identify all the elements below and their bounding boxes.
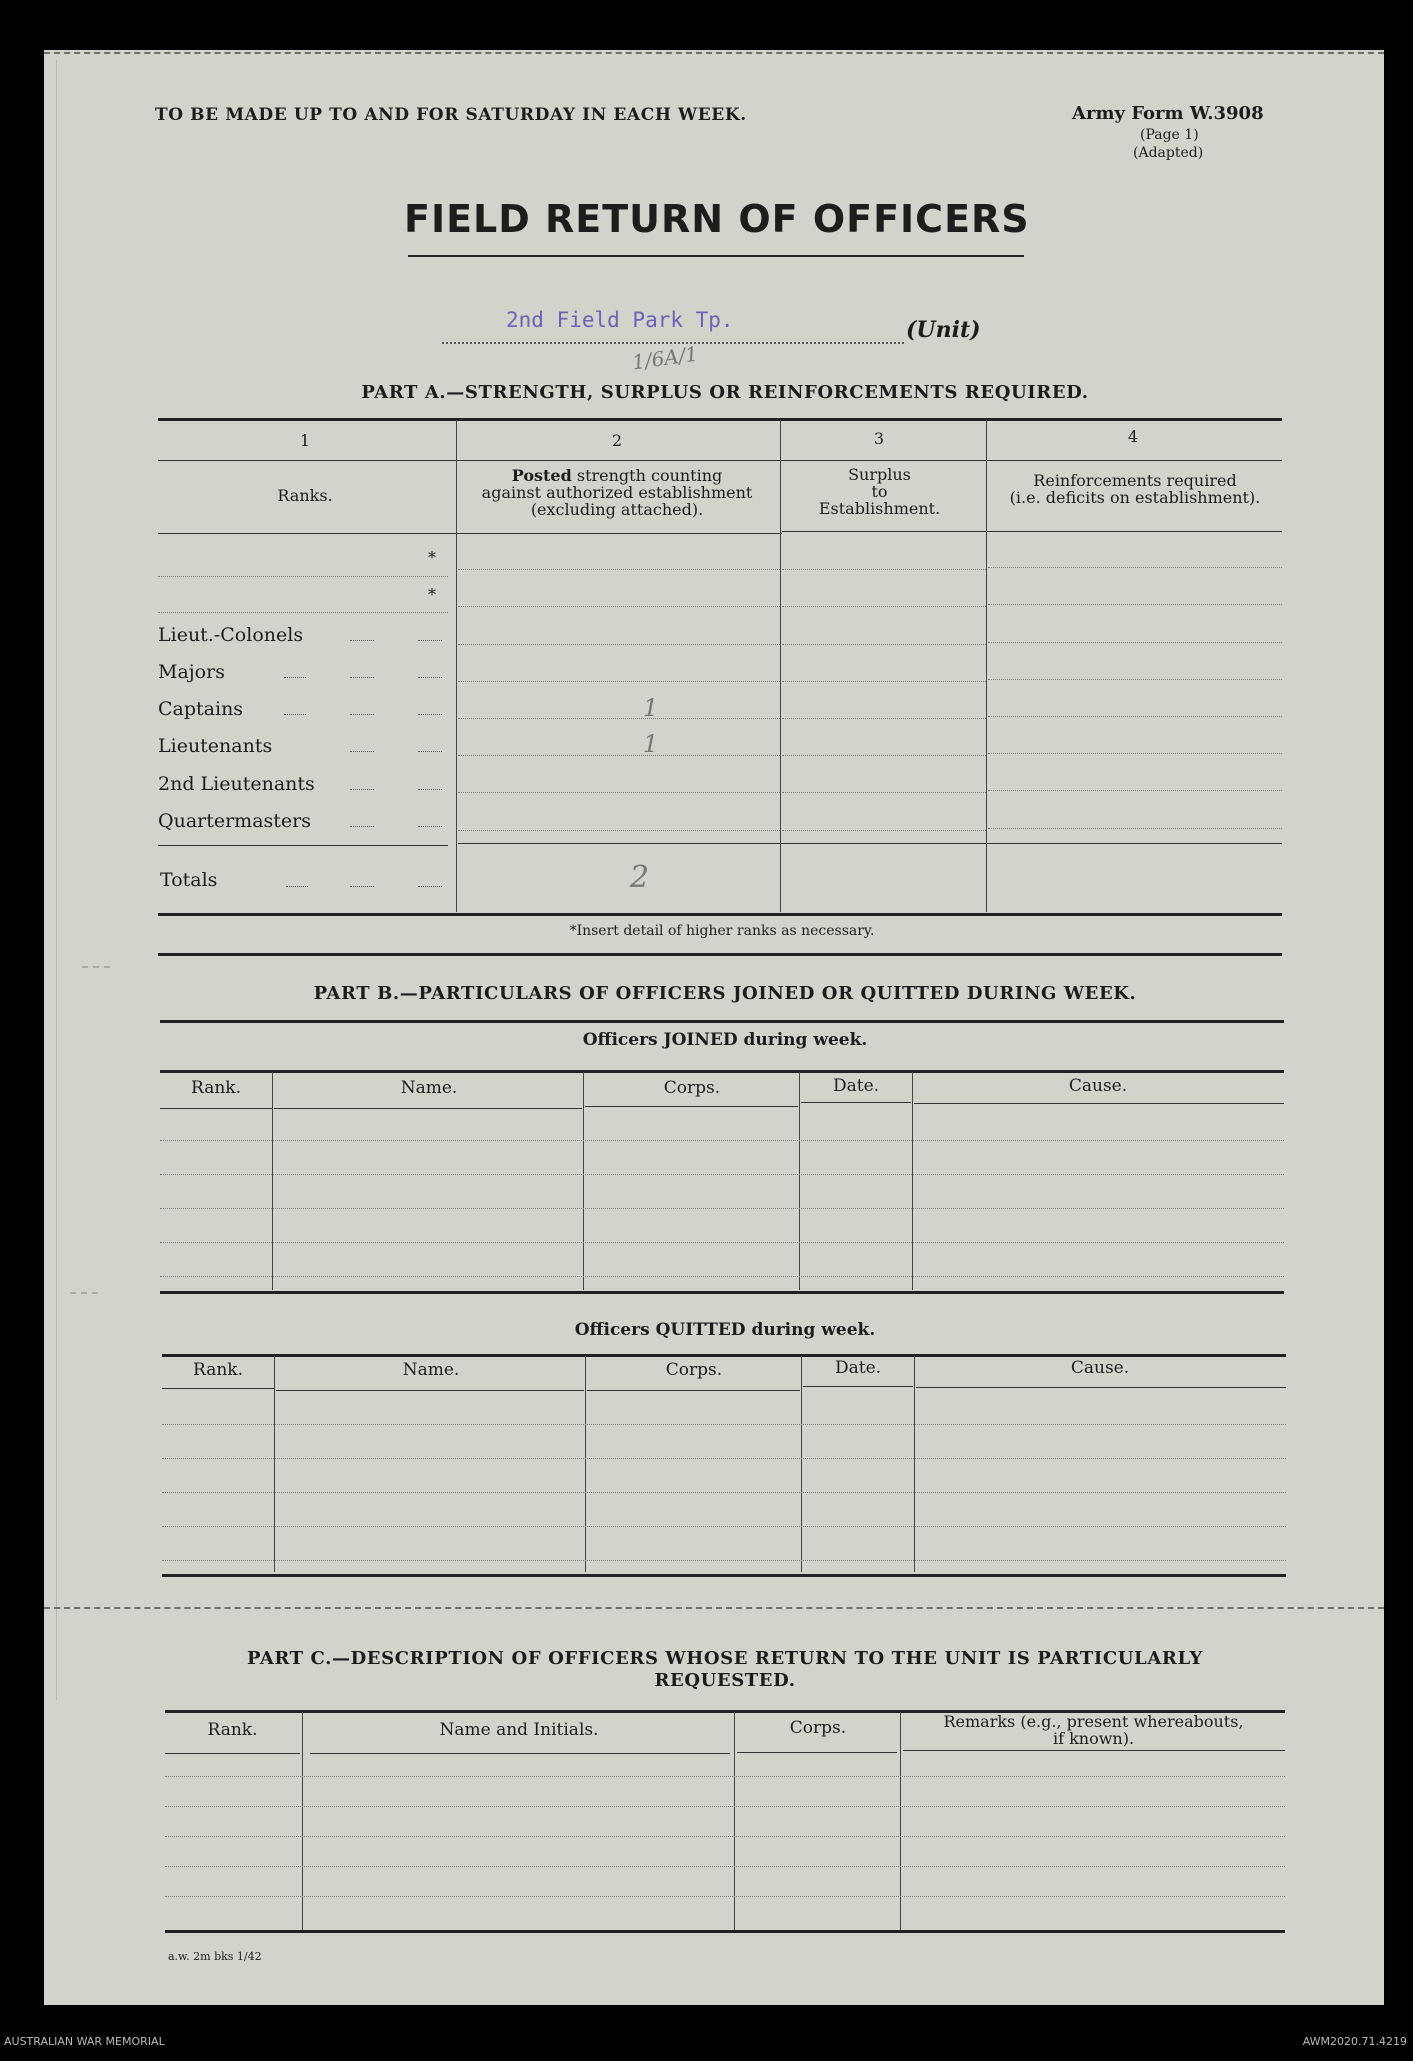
part-c-header-rule bbox=[737, 1752, 897, 1753]
row-line bbox=[782, 569, 986, 570]
joined-divider-3 bbox=[799, 1072, 800, 1290]
reinf-line1: Reinforcements required bbox=[1033, 471, 1237, 490]
row-line bbox=[458, 755, 780, 756]
row-line bbox=[458, 569, 780, 570]
part-c-col-corps: Corps. bbox=[789, 1718, 847, 1738]
row-line bbox=[782, 718, 986, 719]
posted-line3: (excluding attached). bbox=[530, 500, 704, 519]
quitted-table-top bbox=[162, 1354, 1286, 1357]
row-line bbox=[988, 642, 1282, 643]
edge-mark bbox=[82, 966, 110, 968]
leader-dots bbox=[350, 714, 374, 715]
surplus-line2: to bbox=[871, 482, 888, 501]
remarks-line1: Remarks (e.g., present whereabouts, bbox=[943, 1712, 1244, 1731]
part-c-row-line bbox=[165, 1776, 1285, 1777]
row-line bbox=[458, 792, 780, 793]
leader-dots bbox=[350, 789, 374, 790]
row-line bbox=[782, 681, 986, 682]
joined-header-rule bbox=[160, 1108, 272, 1109]
joined-col-name: Name. bbox=[400, 1078, 458, 1098]
quitted-title-key: QUITTED bbox=[655, 1320, 746, 1340]
instruction-text: TO BE MADE UP TO AND FOR SATURDAY IN EACH WEEK. bbox=[155, 105, 747, 125]
part-c-header-rule bbox=[310, 1753, 730, 1754]
leader-dots bbox=[350, 886, 374, 887]
row-line bbox=[988, 753, 1282, 754]
part-a-top-rule bbox=[158, 418, 1282, 421]
posted-bold: Posted bbox=[511, 466, 572, 485]
quitted-header-rule bbox=[803, 1386, 913, 1387]
part-c-divider-3 bbox=[900, 1712, 901, 1930]
row-line bbox=[782, 792, 986, 793]
joined-header-rule bbox=[585, 1106, 798, 1107]
part-c-heading-line2: REQUESTED. bbox=[654, 1670, 796, 1691]
row-line bbox=[782, 644, 986, 645]
joined-row-line bbox=[160, 1174, 1284, 1175]
row-line bbox=[458, 830, 780, 831]
unit-label: (Unit) bbox=[906, 317, 981, 343]
quitted-col-corps: Corps. bbox=[665, 1360, 723, 1380]
part-a-footnote: *Insert detail of higher ranks as necessary. bbox=[569, 923, 875, 939]
joined-divider-4 bbox=[912, 1072, 913, 1290]
row-line bbox=[988, 828, 1282, 829]
part-c-col-rank: Rank. bbox=[207, 1720, 258, 1740]
joined-table-bottom bbox=[160, 1291, 1284, 1294]
leader-dots bbox=[350, 677, 374, 678]
quitted-col-cause: Cause. bbox=[1070, 1358, 1130, 1378]
middle-perforation bbox=[44, 1607, 1384, 1609]
posted-rest: strength counting bbox=[571, 466, 723, 485]
header-rule-left bbox=[158, 533, 782, 534]
quitted-divider-2 bbox=[585, 1356, 586, 1572]
rank-lieutenants: Lieutenants bbox=[158, 735, 273, 757]
archive-credit: AUSTRALIAN WAR MEMORIAL bbox=[4, 2035, 165, 2048]
part-c-divider-2 bbox=[734, 1712, 735, 1930]
totals-posted: 2 bbox=[630, 860, 650, 895]
joined-row-line bbox=[160, 1140, 1284, 1141]
row-line bbox=[988, 679, 1282, 680]
quitted-row-line bbox=[162, 1560, 1286, 1561]
edge-mark bbox=[70, 1292, 98, 1294]
row-line bbox=[782, 755, 986, 756]
adapted-label: (Adapted) bbox=[1133, 145, 1204, 161]
joined-table-top bbox=[160, 1070, 1284, 1073]
part-a-divider-3 bbox=[986, 420, 987, 912]
leader-dots bbox=[418, 640, 442, 641]
part-c-header-rule bbox=[165, 1753, 300, 1754]
joined-col-corps: Corps. bbox=[663, 1078, 721, 1098]
part-c-divider-1 bbox=[302, 1712, 303, 1930]
part-a-end-rule bbox=[158, 953, 1282, 956]
quitted-table-bottom bbox=[162, 1574, 1286, 1577]
joined-col-rank: Rank. bbox=[191, 1078, 241, 1098]
rank-lieut-colonels: Lieut.-Colonels bbox=[158, 624, 304, 646]
surplus-line3: Establishment. bbox=[818, 499, 941, 518]
quitted-row-line bbox=[162, 1458, 1286, 1459]
row-line bbox=[988, 790, 1282, 791]
rank-2nd-lieutenants: 2nd Lieutenants bbox=[158, 773, 315, 795]
quitted-row-line bbox=[162, 1492, 1286, 1493]
totals-label: Totals bbox=[160, 869, 218, 891]
totals-rule-right bbox=[458, 843, 1282, 844]
quitted-header-rule bbox=[587, 1390, 800, 1391]
part-c-row-line bbox=[165, 1836, 1285, 1837]
row-line bbox=[988, 604, 1282, 605]
extra-rank-line bbox=[158, 576, 448, 577]
joined-divider-1 bbox=[272, 1072, 273, 1290]
page-title: FIELD RETURN OF OFFICERS bbox=[404, 197, 1030, 241]
col-header-surplus bbox=[782, 466, 977, 517]
pencil-note: 1/6A/1 bbox=[630, 341, 700, 375]
joined-row-line bbox=[160, 1208, 1284, 1209]
joined-row-line bbox=[160, 1276, 1284, 1277]
quitted-header-rule bbox=[916, 1387, 1286, 1388]
col-number-3: 3 bbox=[873, 429, 885, 448]
quitted-header-rule bbox=[276, 1390, 584, 1391]
rank-quartermasters: Quartermasters bbox=[158, 810, 311, 832]
header-rule-right bbox=[782, 531, 1282, 532]
row-line bbox=[458, 644, 780, 645]
joined-title-pre: Officers bbox=[582, 1030, 664, 1050]
col-number-4: 4 bbox=[1127, 427, 1139, 446]
col-number-2: 2 bbox=[611, 431, 623, 450]
extra-rank-line bbox=[158, 612, 448, 613]
rank-captains: Captains bbox=[158, 698, 244, 720]
leader-dots bbox=[350, 640, 374, 641]
posted-line2: against authorized establishment bbox=[481, 483, 753, 502]
captains-posted: 1 bbox=[643, 694, 659, 722]
col-number-1: 1 bbox=[299, 431, 311, 450]
col-header-reinforcements bbox=[990, 472, 1280, 506]
rank-majors: Majors bbox=[158, 661, 225, 683]
joined-col-date: Date. bbox=[832, 1076, 880, 1096]
leader-dots bbox=[286, 886, 308, 887]
quitted-col-name: Name. bbox=[402, 1360, 460, 1380]
part-c-heading-line1: PART C.—DESCRIPTION OF OFFICERS WHOSE RETURN TO THE UNIT IS PARTICULARLY bbox=[247, 1648, 1203, 1669]
quitted-divider-1 bbox=[274, 1356, 275, 1572]
row-line bbox=[458, 681, 780, 682]
star-1: * bbox=[428, 548, 436, 567]
part-b-heading: PART B.—PARTICULARS OF OFFICERS JOINED OR QUITTED DURING WEEK. bbox=[313, 983, 1137, 1004]
part-c-col-name: Name and Initials. bbox=[439, 1720, 599, 1740]
quitted-divider-3 bbox=[801, 1356, 802, 1572]
quitted-title-pre: Officers bbox=[574, 1320, 656, 1340]
page-label: (Page 1) bbox=[1140, 127, 1199, 143]
top-perforation bbox=[44, 52, 1384, 54]
col-header-posted bbox=[458, 467, 776, 518]
quitted-divider-4 bbox=[914, 1356, 915, 1572]
joined-title-key: JOINED bbox=[663, 1030, 738, 1050]
quitted-title bbox=[160, 1320, 1290, 1340]
part-b-top-rule bbox=[160, 1020, 1284, 1023]
part-c-table-bottom bbox=[165, 1930, 1285, 1933]
row-line bbox=[458, 606, 780, 607]
leader-dots bbox=[418, 677, 442, 678]
joined-header-rule bbox=[274, 1108, 582, 1109]
leader-dots bbox=[418, 826, 442, 827]
row-line bbox=[988, 567, 1282, 568]
star-2: * bbox=[428, 585, 436, 604]
quitted-row-line bbox=[162, 1526, 1286, 1527]
quitted-col-date: Date. bbox=[834, 1358, 882, 1378]
archive-reference: AWM2020.71.4219 bbox=[1302, 2035, 1407, 2048]
remarks-line2: if known). bbox=[1052, 1729, 1135, 1748]
title-underline bbox=[408, 255, 1024, 257]
totals-rule-left bbox=[158, 845, 448, 846]
leader-dots bbox=[418, 789, 442, 790]
part-a-divider-1 bbox=[456, 420, 457, 912]
row-line bbox=[988, 716, 1282, 717]
joined-title-post: during week. bbox=[737, 1030, 868, 1050]
row-line bbox=[782, 830, 986, 831]
surplus-line1: Surplus bbox=[848, 465, 911, 484]
joined-header-rule bbox=[801, 1102, 911, 1103]
margin-line bbox=[56, 60, 57, 1700]
quitted-col-rank: Rank. bbox=[193, 1360, 243, 1380]
leader-dots bbox=[350, 751, 374, 752]
quitted-title-post: during week. bbox=[745, 1320, 876, 1340]
leader-dots bbox=[284, 714, 306, 715]
unit-value: 2nd Field Park Tp. bbox=[506, 308, 734, 332]
part-c-row-line bbox=[165, 1866, 1285, 1867]
leader-dots bbox=[418, 751, 442, 752]
part-c-row-line bbox=[165, 1806, 1285, 1807]
part-c-header-rule bbox=[903, 1750, 1285, 1751]
row-line bbox=[782, 606, 986, 607]
part-c-heading bbox=[160, 1648, 1290, 1692]
leader-dots bbox=[418, 886, 442, 887]
leader-dots bbox=[350, 826, 374, 827]
leader-dots bbox=[418, 714, 442, 715]
part-a-heading: PART A.—STRENGTH, SURPLUS OR REINFORCEMENTS REQUIRED. bbox=[361, 382, 1089, 403]
part-c-row-line bbox=[165, 1896, 1285, 1897]
joined-divider-2 bbox=[583, 1072, 584, 1290]
joined-col-cause: Cause. bbox=[1068, 1076, 1128, 1096]
print-code: a.w. 2m bks 1/42 bbox=[168, 1950, 262, 1963]
joined-header-rule bbox=[914, 1103, 1284, 1104]
col-header-ranks: Ranks. bbox=[277, 486, 333, 505]
joined-row-line bbox=[160, 1242, 1284, 1243]
part-a-divider-2 bbox=[780, 420, 781, 912]
lieutenants-posted: 1 bbox=[643, 730, 659, 758]
joined-title bbox=[160, 1030, 1290, 1050]
reinf-line2: (i.e. deficits on establishment). bbox=[1009, 488, 1261, 507]
quitted-header-rule bbox=[162, 1388, 274, 1389]
form-id: Army Form W.3908 bbox=[1072, 103, 1264, 124]
part-c-col-remarks bbox=[902, 1713, 1285, 1747]
number-row-rule bbox=[158, 460, 1282, 461]
quitted-row-line bbox=[162, 1424, 1286, 1425]
part-a-bottom-rule bbox=[158, 913, 1282, 916]
leader-dots bbox=[284, 677, 306, 678]
row-line bbox=[458, 718, 780, 719]
